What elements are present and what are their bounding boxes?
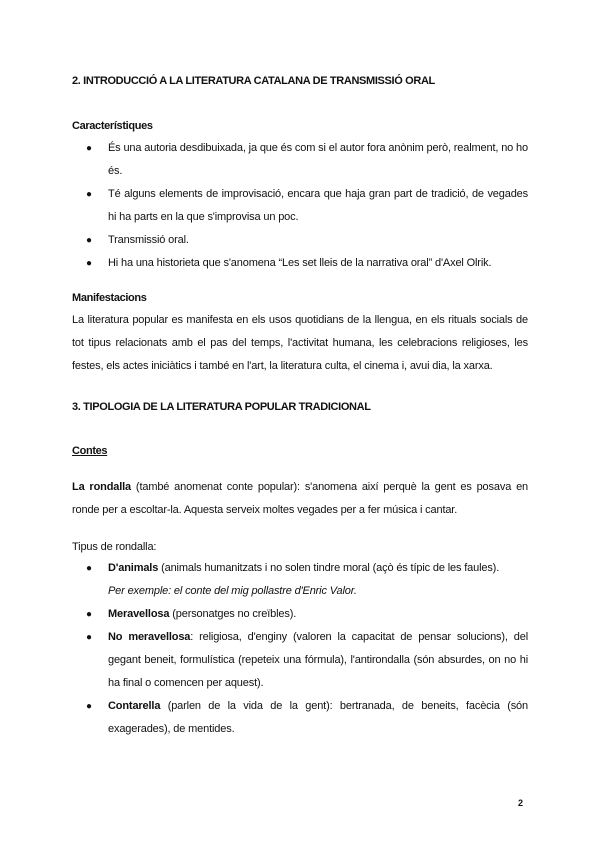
bullet-icon: ● xyxy=(86,609,92,620)
tipus-term: Meravellosa xyxy=(108,608,170,620)
tipus-rondalla-label: Tipus de rondalla: xyxy=(72,541,157,553)
bullet-icon: ● xyxy=(86,143,92,154)
bullet-icon: ● xyxy=(86,563,92,574)
list-item: ● No meravellosa: religiosa, d'enginy (valoren la capacitat de pensar solucions), del gegant beneit, formulística (repeteix una fórmula), l'antirondalla (són absurdes, on no hi ha final o comencen per aquest). xyxy=(72,626,528,695)
list-item: ● D'animals (animals humanitzats i no solen tindre moral (açò és típic de les faules). Per exemple: el conte del mig pollastre d'Enric Valor. xyxy=(72,557,528,603)
manifestacions-paragraph: La literatura popular es manifesta en els usos quotidians de la llengua, en els rituals socials de tot tipus relacionats amb el pas del temps, l'activitat humana, les celebracions religioses, les festes, els actes iniciàtics i també en l'art, la literatura culta, el cinema i, avui dia, la xarxa. xyxy=(72,314,528,372)
section-3-title: 3. TIPOLOGIA DE LA LITERATURA POPULAR TRADICIONAL xyxy=(72,401,371,413)
caracteristiques-list-container xyxy=(72,137,528,275)
list-item: ● Hi ha una historieta que s'anomena “Les set lleis de la narrativa oral” d'Axel Olrik. xyxy=(72,252,528,275)
section-2-title: 2. INTRODUCCIÓ A LA LITERATURA CATALANA DE TRANSMISSIÓ ORAL xyxy=(72,75,435,87)
tipus-list xyxy=(72,557,528,741)
tipus-list-container xyxy=(72,557,528,741)
tipus-term: No meravellosa xyxy=(108,631,191,643)
rondalla-term: La rondalla xyxy=(72,481,132,493)
list-item: ● Contarella (parlen de la vida de la gent): bertranada, de beneits, facècia (són exagerades), de mentides. xyxy=(72,695,528,741)
rondalla-text: (també anomenat conte popular): s'anomena així perquè la gent es posava en ronde per a escoltar-la. Aquesta serveix moltes vegades per a fer música i cantar. xyxy=(72,481,529,516)
example-text: Per exemple: el conte del mig pollastre d'Enric Valor. xyxy=(108,585,357,597)
caracteristiques-heading: Característiques xyxy=(72,120,153,132)
bullet-icon: ● xyxy=(86,701,92,712)
list-item: ● Meravellosa (personatges no creïbles). xyxy=(72,603,528,626)
list-item: ● Té alguns elements de improvisació, encara que haja gran part de tradició, de vegades hi ha parts en la que s'improvisa un poc. xyxy=(72,183,528,229)
tipus-term: Contarella xyxy=(108,700,161,712)
bullet-icon: ● xyxy=(86,189,92,200)
page-number: 2 xyxy=(518,798,524,808)
bullet-icon: ● xyxy=(86,235,92,246)
contes-heading: Contes xyxy=(72,445,108,457)
bullet-icon: ● xyxy=(86,632,92,643)
list-item: ● Transmissió oral. xyxy=(72,229,528,252)
manifestacions-heading: Manifestacions xyxy=(72,292,147,304)
caracteristiques-list xyxy=(72,137,528,275)
rondalla-paragraph xyxy=(72,476,528,522)
list-item: ● És una autoria desdibuixada, ja que és com si el autor fora anònim però, realment, no ho és. xyxy=(72,137,528,183)
bullet-icon: ● xyxy=(86,258,92,269)
tipus-term: D'animals xyxy=(108,562,159,574)
